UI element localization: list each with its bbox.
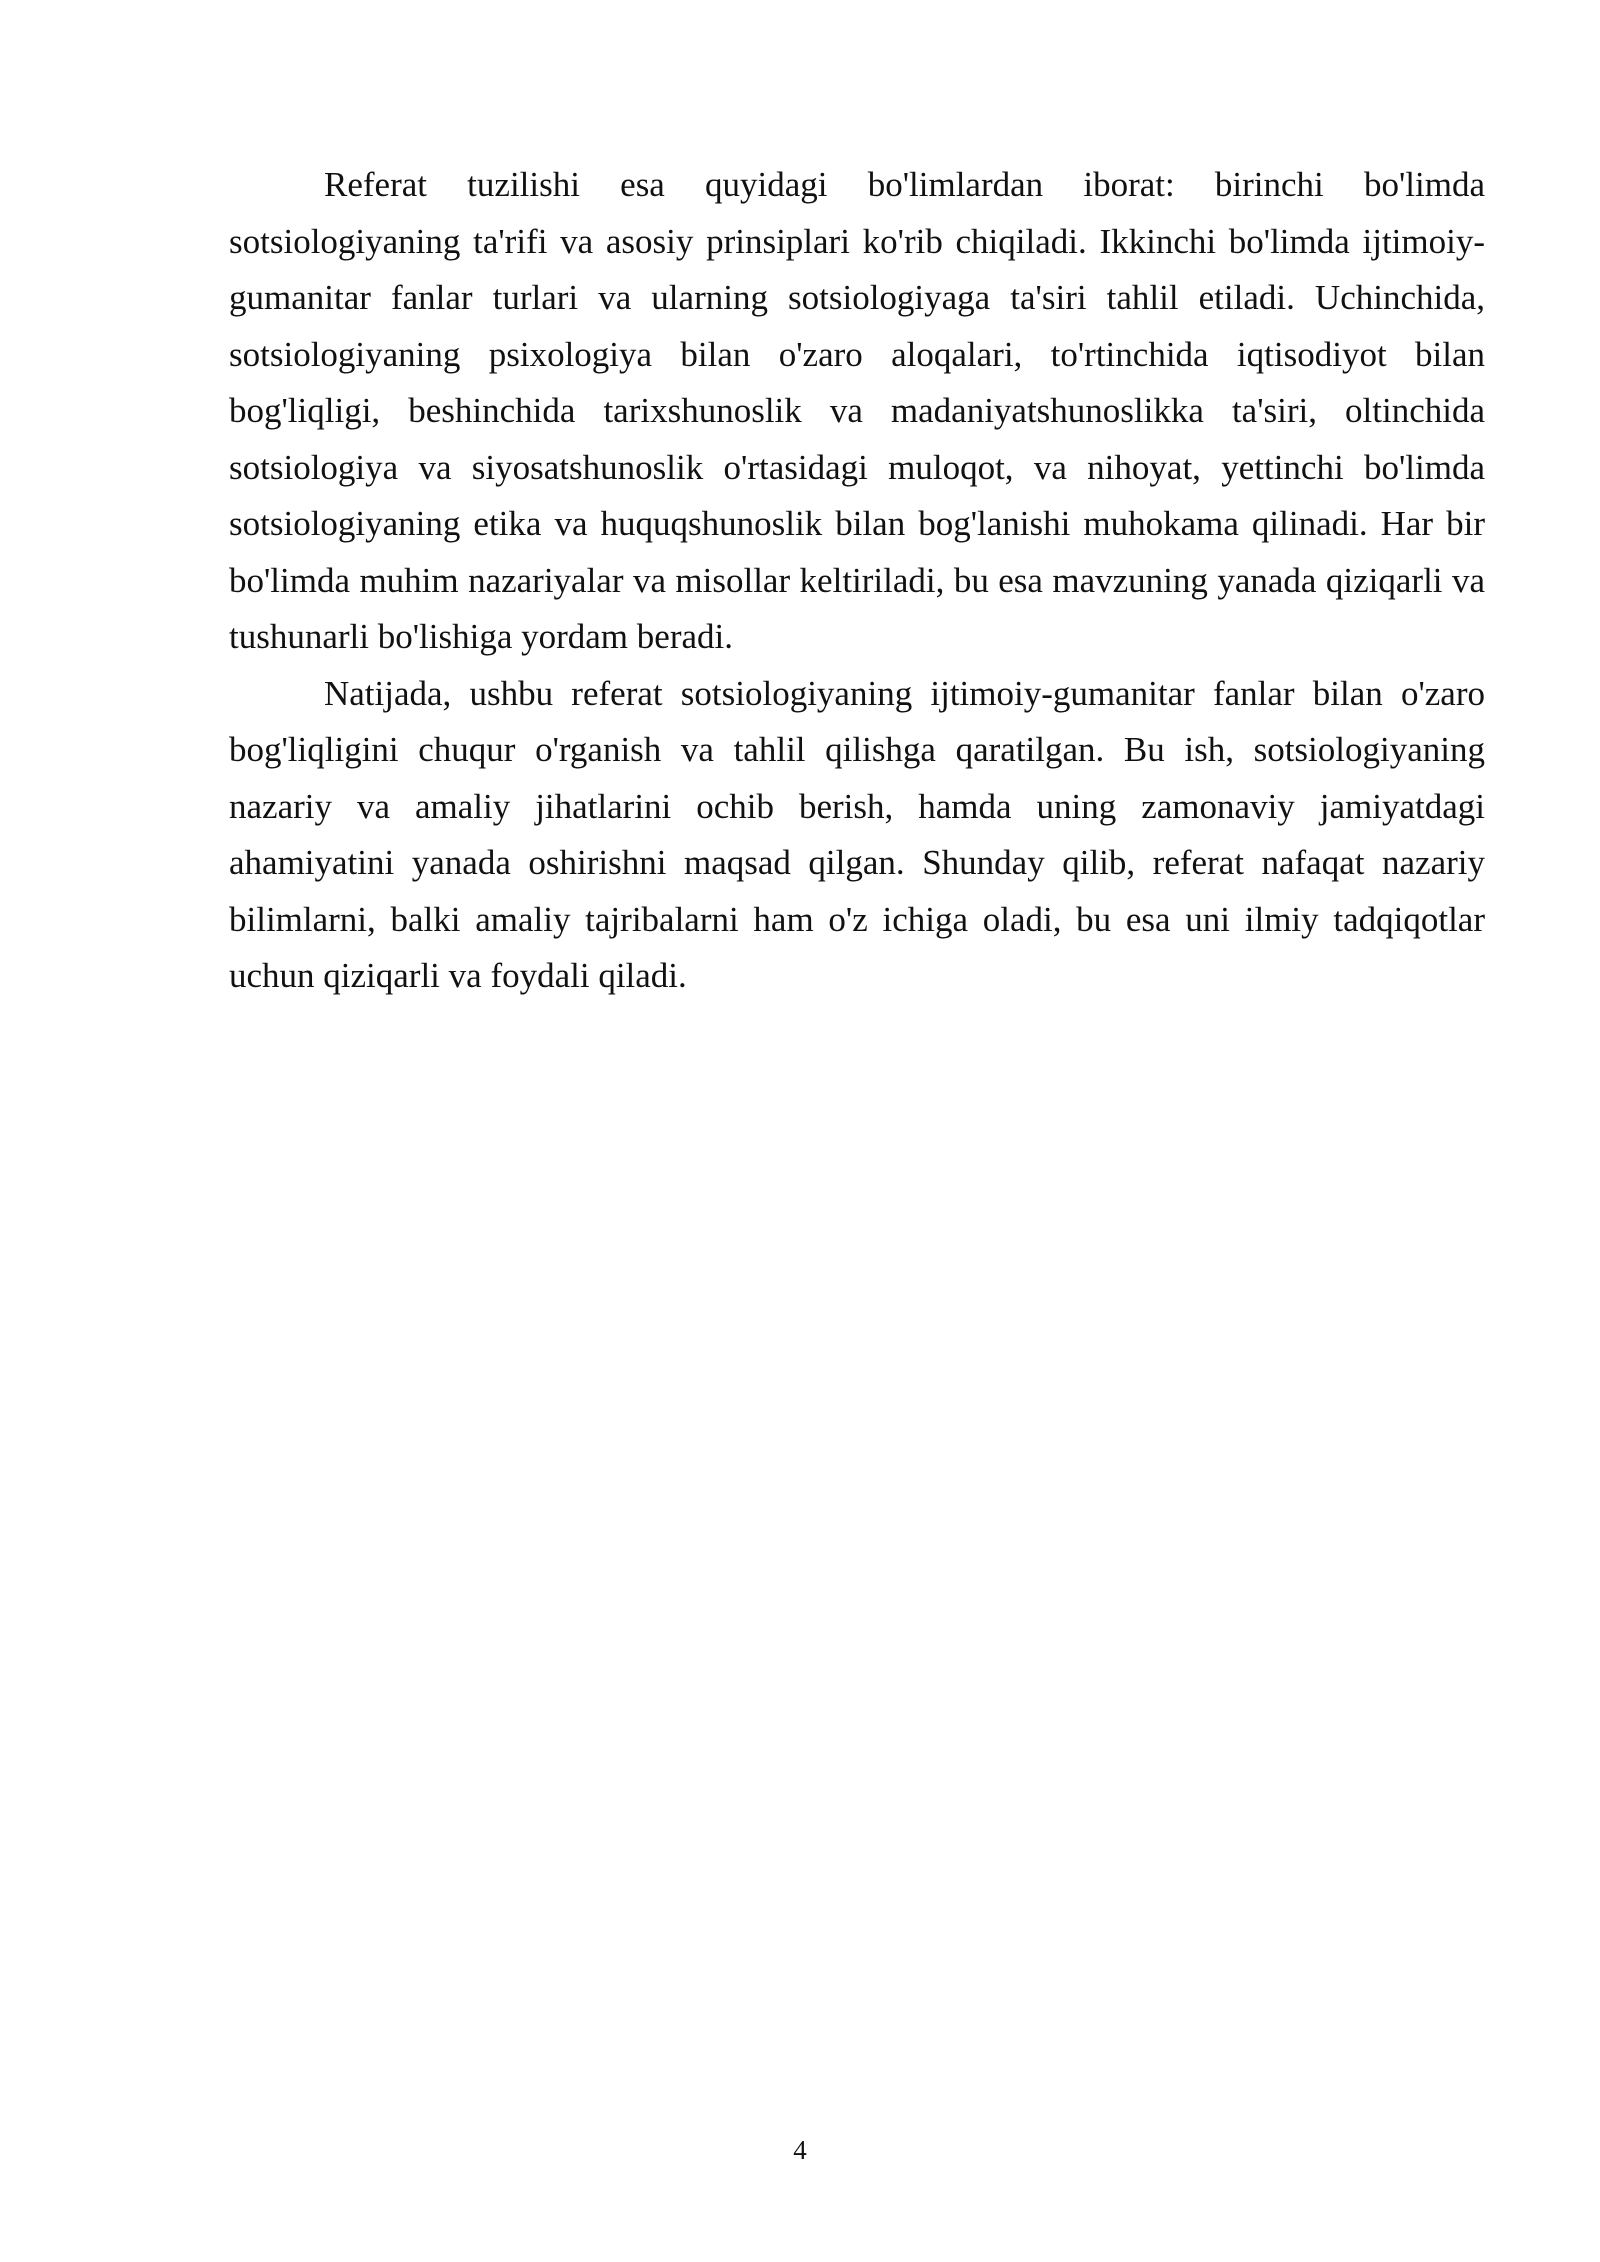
paragraph-structure: Referat tuzilishi esa quyidagi bo'limlardan iborat: birinchi bo'limda sotsiologiyaning ta'rifi va asosiy prinsiplari ko'rib chiqiladi. Ikkinchi bo'limda ijtimoiy-gumanitar fanlar turlari va ularning sotsiologiyaga ta'siri tahlil etiladi. Uchinchida, sotsiologiyaning psixologiya bilan o'zaro aloqalari, to'rtinchida iqtisodiyot bilan bog'liqligi, beshinchida tarixshunoslik va madaniyatshunoslikka ta'siri, oltinchida sotsiologiya va siyosatshunoslik o'rtasidagi muloqot, va nihoyat, yettinchi bo'limda sotsiologiyaning etika va huquqshunoslik bilan bog'lanishi muhokama qilinadi. Har bir bo'limda muhim nazariyalar va misollar keltiriladi, bu esa mavzuning yanada qiziqarli va tushunarli bo'lishiga yordam beradi. bbox=[229, 165, 1485, 656]
paragraph-conclusion: Natijada, ushbu referat sotsiologiyaning ijtimoiy-gumanitar fanlar bilan o'zaro bog'liqligini chuqur o'rganish va tahlil qilishga qaratilgan. Bu ish, sotsiologiyaning nazariy va amaliy jihatlarini ochib berish, hamda uning zamonaviy jamiyatdagi ahamiyatini yanada oshirishni maqsad qilgan. Shunday qilib, referat nafaqat nazariy bilimlarni, balki amaliy tajribalarni ham o'z ichiga oladi, bu esa uni ilmiy tadqiqotlar uchun qiziqarli va foydali qiladi. bbox=[229, 673, 1485, 995]
page-number: 4 bbox=[793, 2135, 807, 2165]
body-text bbox=[229, 157, 1485, 1005]
